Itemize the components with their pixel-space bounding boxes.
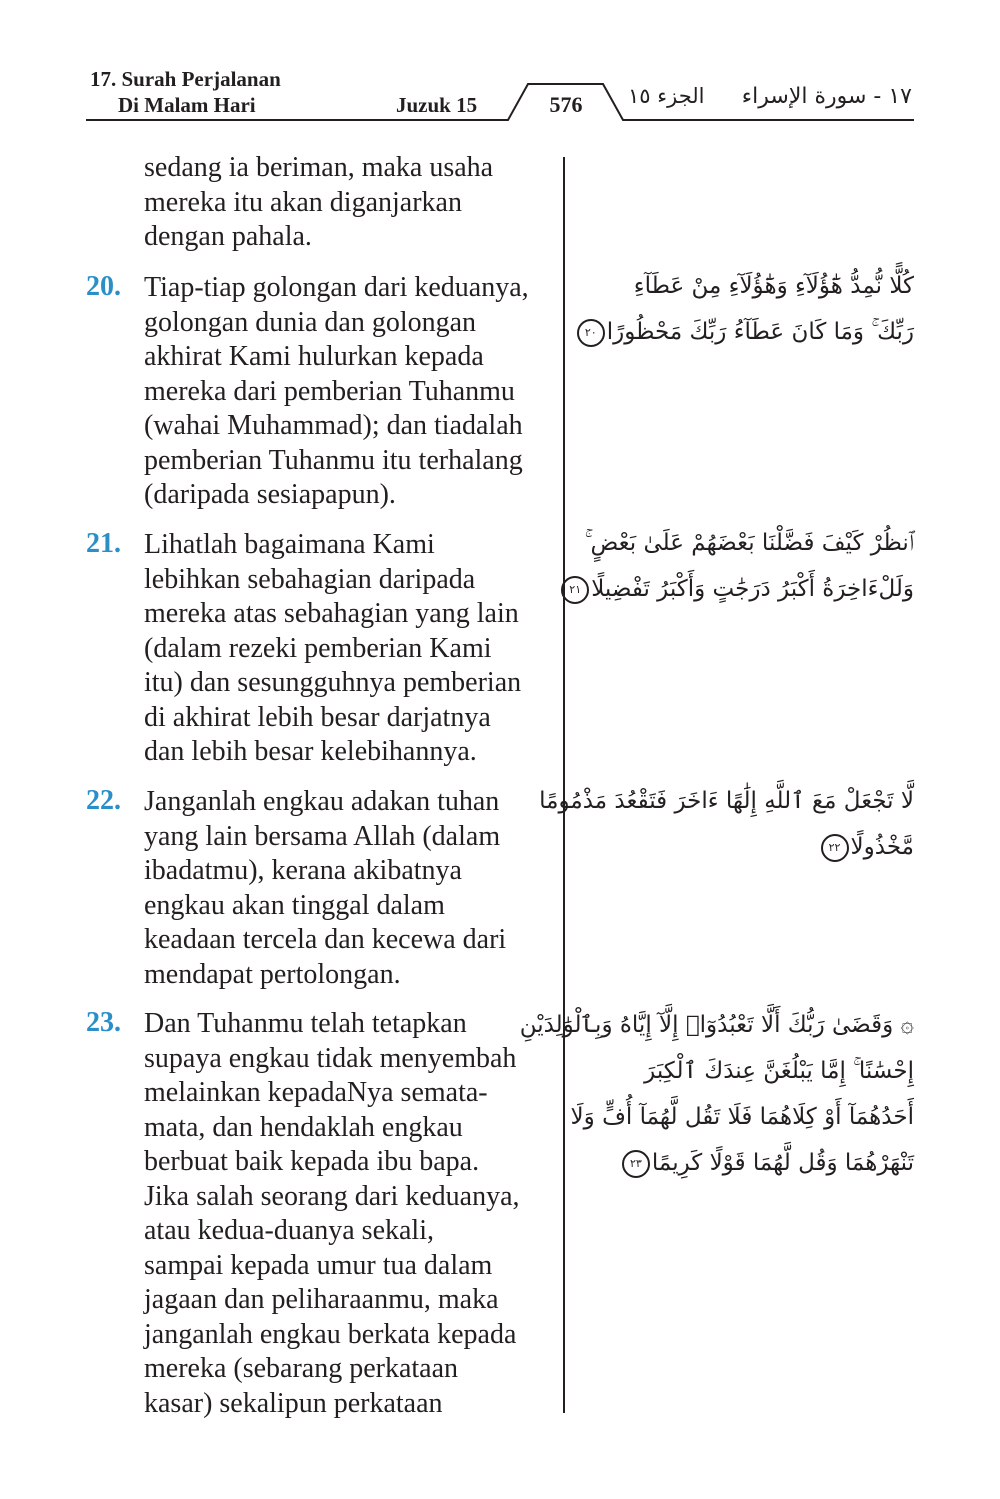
arabic-line: ٱنظُرْ كَيْفَ فَضَّلْنَا بَعْضَهُمْ عَلَىٰ بَعْضٍ ۚ: [584, 530, 914, 556]
translation-line: akhirat Kami hulurkan kepada: [144, 341, 484, 372]
continuation-line: mereka itu akan diganjarkan: [144, 186, 462, 218]
surah-title-arabic: ١٧ - سورة الإسراء: [741, 84, 912, 109]
verse-arabic: [569, 520, 914, 612]
verse-number: 22.: [86, 785, 121, 816]
continuation-text: [144, 151, 559, 255]
translation-line: Lihatlah bagaimana Kami: [144, 529, 435, 560]
translation-line: atau kedua-duanya sekali,: [144, 1215, 434, 1246]
ayah-end-marker: ٢٣: [622, 1150, 650, 1178]
verse-arabic: [539, 778, 914, 870]
arabic-line: كُلًّا نُّمِدُّ هَٰٓؤُلَآءِ وَهَٰٓؤُلَآءِ مِنْ عَطَآءِ: [633, 273, 914, 299]
arabic-line: [569, 566, 914, 612]
translation-line: keadaan tercela dan kecewa dari: [144, 924, 507, 955]
page-number: 576: [549, 92, 583, 117]
header-rule-with-tab: [0, 0, 1000, 130]
translation-line: sampai kepada umur tua dalam: [144, 1249, 493, 1281]
verse-number: 23.: [86, 1007, 121, 1038]
arabic-line: لَّا تَجْعَلْ مَعَ ٱللَّهِ إِلَٰهًا ءَاخَرَ فَتَقْعُدَ مَذْمُومًا: [539, 788, 914, 814]
translation-line: engkau akan tinggal dalam: [144, 889, 445, 921]
arabic-line: [584, 1140, 914, 1186]
arabic-line: ۞ وَقَضَىٰ رَبُّكَ أَلَّا تَعْبُدُوٓا۟ إِلَّآ إِيَّاهُ وَبِٱلْوَٰلِدَيْنِ: [519, 1012, 914, 1038]
translation-line: (wahai Muhammad); dan tiadalah: [144, 410, 523, 441]
translation-line: golongan dunia dan golongan: [144, 306, 477, 338]
ayah-end-marker: ٢٢: [821, 834, 849, 862]
translation-line: Dan Tuhanmu telah tetapkan: [144, 1008, 467, 1039]
page-header: [0, 0, 1000, 130]
translation-line: (daripada sesiapapun).: [144, 479, 396, 510]
surah-title-latin-line2: Di Malam Hari: [118, 93, 256, 117]
verse-number: 21.: [86, 528, 121, 559]
translation-line: mereka (sebarang perkataan: [144, 1353, 459, 1384]
verse-arabic: [584, 263, 914, 355]
arabic-line-text: وَلَلْءَاخِرَةُ أَكْبَرُ دَرَجَٰتٍ وَأَكْبَرُ تَفْضِيلًا: [591, 576, 914, 602]
translation-line: supaya engkau tidak menyembah: [144, 1042, 517, 1074]
translation-line: dan lebih besar kelebihannya.: [144, 736, 477, 767]
translation-line: yang lain bersama Allah (dalam: [144, 820, 501, 852]
translation-line: berbuat baik kepada ibu bapa.: [144, 1146, 480, 1177]
translation-line: (dalam rezeki pemberian Kami: [144, 632, 492, 664]
continuation-line: sedang ia beriman, maka usaha: [144, 152, 494, 183]
translation-line: mereka atas sebahagian yang lain: [144, 598, 519, 629]
ayah-end-marker: ٢٠: [577, 319, 605, 347]
translation-line: ibadatmu), kerana akibatnya: [144, 855, 462, 886]
surah-title-latin-line1: 17. Surah Perjalanan: [90, 67, 281, 91]
ayah-end-marker: ٢١: [561, 576, 589, 604]
translation-line: jagaan dan peliharaanmu, maka: [144, 1284, 499, 1315]
translation-line: mendapat pertolongan.: [144, 958, 401, 990]
verse-translation: [144, 785, 559, 992]
verse-translation: [144, 528, 559, 770]
juzuk-label: Juzuk 15: [396, 93, 478, 117]
verse-arabic: [519, 1002, 914, 1186]
translation-line: melainkan kepadaNya semata-: [144, 1077, 488, 1108]
translation-line: Janganlah engkau adakan tuhan: [144, 786, 500, 817]
verse-translation: [144, 1007, 559, 1421]
translation-line: Tiap-tiap golongan dari keduanya,: [144, 272, 529, 303]
arabic-line-text: رَبِّكَ ۚ وَمَا كَانَ عَطَآءُ رَبِّكَ مَحْظُورًا: [606, 319, 914, 345]
verse-number: 20.: [86, 271, 121, 302]
translation-line: Jika salah seorang dari keduanya,: [144, 1180, 520, 1212]
translation-line: di akhirat lebih besar darjatnya: [144, 701, 491, 733]
translation-line: kasar) sekalipun perkataan: [144, 1387, 443, 1419]
arabic-line: [584, 824, 914, 870]
arabic-line-text: تَنْهَرْهُمَا وَقُل لَّهُمَا قَوْلًا كَرِيمًا: [651, 1150, 914, 1176]
arabic-line: [584, 309, 914, 355]
translation-line: mereka dari pemberian Tuhanmu: [144, 375, 515, 407]
translation-line: itu) dan sesungguhnya pemberian: [144, 667, 522, 698]
arabic-line: أَحَدُهُمَآ أَوْ كِلَاهُمَا فَلَا تَقُل لَّهُمَآ أُفٍّ وَلَا: [570, 1104, 914, 1130]
arabic-line-text: مَّخْذُولًا: [850, 834, 914, 860]
arabic-line: إِحْسَٰنًا ۚ إِمَّا يَبْلُغَنَّ عِندَكَ ٱلْكِبَرَ: [644, 1058, 914, 1084]
translation-line: lebihkan sebahagian daripada: [144, 563, 476, 595]
translation-line: pemberian Tuhanmu itu terhalang: [144, 444, 523, 476]
verse-translation: [144, 271, 559, 513]
translation-line: janganlah engkau berkata kepada: [144, 1318, 517, 1350]
juz-label-arabic: الجزء ١٥: [628, 84, 705, 108]
translation-line: mata, dan hendaklah engkau: [144, 1111, 463, 1143]
continuation-line: dengan pahala.: [144, 221, 312, 252]
